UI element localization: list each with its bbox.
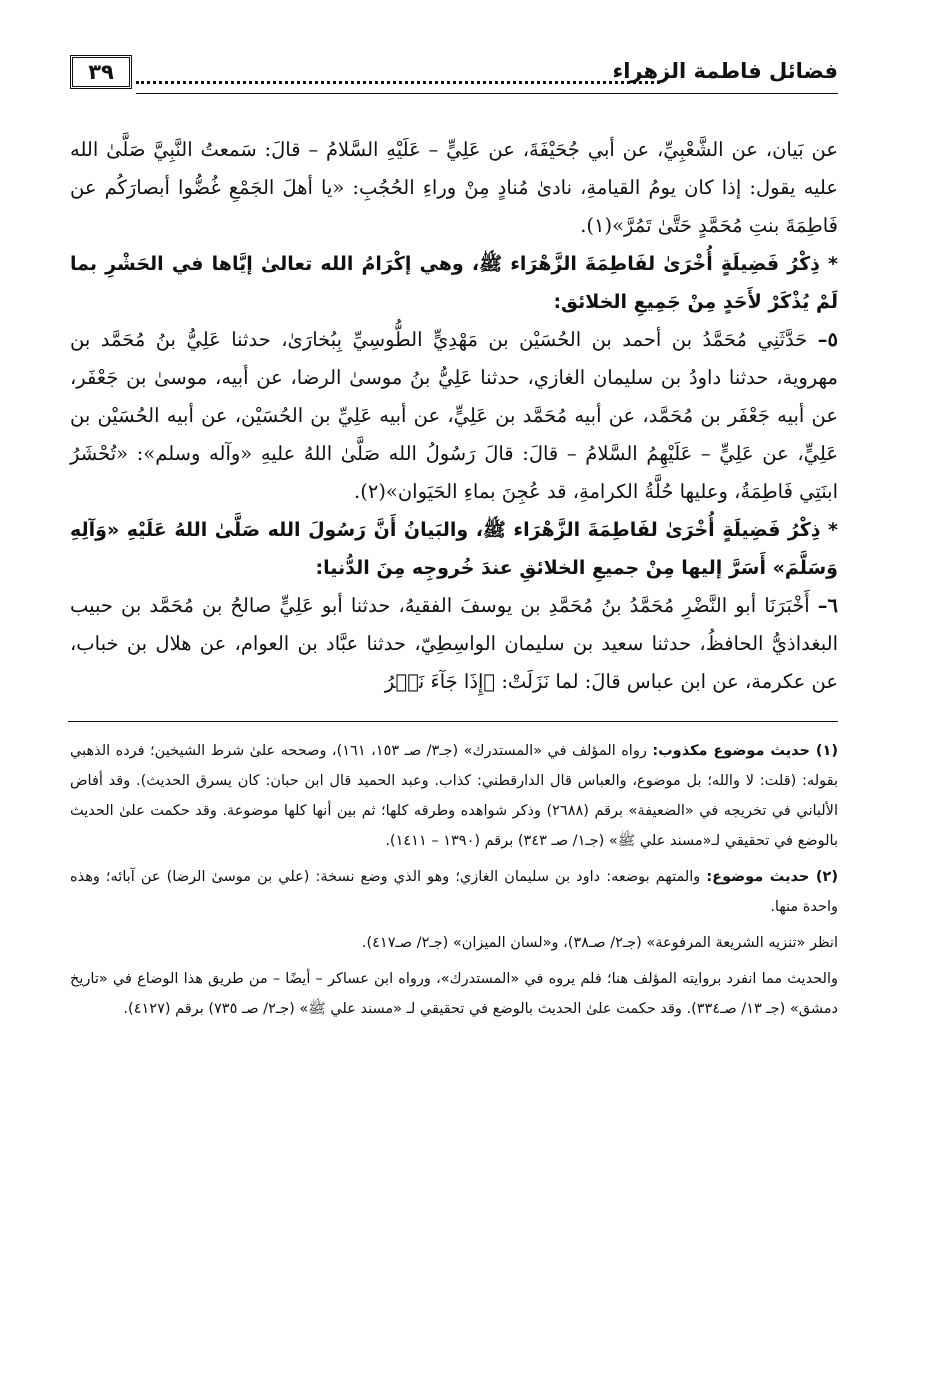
footnote-separator — [68, 721, 838, 722]
hadith-5-text: حَدَّثَنِي مُحَمَّدُ بن أحمد بن الحُسَيْن بن مَهْدِيٍّ الطُّوسِيِّ بِبُخارَىٰ، حدثنا عَلِيُّ بنُ مُحَمَّد بن مهروية، حدثنا داودُ بن سليمان الغازي، حدثنا عَلِيُّ بنُ موسىٰ الرضا، عن أبيه، موسىٰ بن جَعْفَر، عن أبيه جَعْفَر بن مُحَمَّد، عن أبيه مُحَمَّد بن عَلِيٍّ، عن أبيه عَلِيِّ بن الحُسَيْن، عن أبيه الحُسَيْن بن عَلِيٍّ، عن عَلِيٍّ – عَلَيْهِمُ السَّلامُ – قالَ: قالَ رَسُولُ الله صَلَّىٰ اللهُ عليهِ «وآله وسلم»: «تُحْشَرُ ابنَتِي فَاطِمَةُ، وعليها حُلَّةُ الكرامةِ، قد عُجِنَ بماءِ الحَيَوان»(٢). — [70, 328, 838, 503]
hadith-number-5: ٥– — [817, 328, 838, 351]
running-title: فضائل فاطمة الزهراء — [612, 59, 838, 83]
section-heading-2: * ذِكْرُ فَضِيلَةٍ أُخْرَىٰ لفَاطِمَةَ الزَّهْرَاء ﷺ، والبَيانُ أَنَّ رَسُولَ الله صَلَّىٰ اللهُ عَلَيْهِ «وَآلِهِ وَسَلَّمَ» أَسَرَّ إليها مِنْ جميعِ الخلائقِ عندَ خُروجِه مِنَ الدُّنيا: — [70, 519, 838, 579]
paragraph-hadith-6 — [70, 587, 838, 701]
section-heading-1: * ذِكْرُ فَضِيلَةٍ أُخْرَىٰ لفَاطِمَةَ الزَّهْرَاء ﷺ، وهي إكْرَامُ الله تعالىٰ إيَّاها في الحَشْرِ بما لَمْ يُذْكَرْ لأَحَدٍ مِنْ جَمِيعِ الخلائق: — [70, 253, 838, 313]
hadith-number-6: ٦– — [817, 594, 838, 617]
footnotes — [70, 736, 838, 1024]
paragraph-1: عن بَيان، عن الشَّعْبِيِّ، عن أبي جُحَيْفَةَ، عن عَلِيٍّ – عَلَيْهِ السَّلامُ – قالَ: سَمعتُ النَّبِيَّ صَلَّىٰ الله عليه يقول: إذا كان يومُ القيامةِ، نادىٰ مُنادٍ مِنْ وراءِ الحُجُبِ: «يا أهلَ الجَمْعِ غُضُّوا أبصارَكُم عن فَاطِمَةَ بنتِ مُحَمَّدٍ حَتَّىٰ تَمُرَّ»(١). — [70, 138, 838, 237]
hadith-6-text: أَخْبَرَنَا أبو النَّضْرِ مُحَمَّدُ بنُ مُحَمَّدِ بن يوسفَ الفقيهُ، حدثنا أبو عَلِيٍّ صالحُ بن مُحَمَّد بن حبيب البغداذيُّ الحافظُ، حدثنا سعيد بن سليمان الواسِطِيّ، حدثنا عبَّاد بن العوام، عن هلال بن خباب، عن عكرمة، عن ابن عباس قالَ: لما نَزَلَتْ: ﴿إِذَا جَآءَ نَصۡرُ — [70, 594, 838, 693]
book-page — [70, 55, 838, 1030]
footnote-1-text: رواه المؤلف في «المستدرك» (جـ٣/ صـ ١٥٣، ١٦١)، وصححه علىٰ شرط الشيخين؛ فرده الذهبي بقوله: (قلت: لا والله؛ بل موضوع، والعباس قال الدارقطني: كذاب. وعبد الحميد قال ابن حبان: كان يسرق الحديث). وقد أفاض الألباني في تخريجه في «الضعيفة» برقم (٢٦٨٨) وذكر شواهده وطرقه كلها؛ ثم بين أنها كلها موضوعة. وقد حكمت علىٰ الحديث بالوضع في تحقيقي لـ«مسند علي ﷺ» (جـ١/ صـ ٣٤٣) برقم (١٣٩٠ – ١٤١١). — [70, 743, 838, 849]
page-header — [70, 55, 838, 101]
footnote-2-lead: (٢) حديث موضوع: — [706, 869, 839, 885]
page-number: ٣٩ — [70, 55, 132, 89]
main-text — [70, 131, 838, 701]
footnote-2-text: والمتهم بوضعه: داود بن سليمان الغازي؛ وهو الذي وضع نسخة: (علي بن موسىٰ الرضا) عن آبائه؛ وهذه واحدة منها. — [70, 869, 838, 915]
header-rule — [136, 93, 838, 94]
header-dotted-rule — [136, 81, 660, 84]
footnote-1 — [70, 736, 838, 856]
footnote-1-lead: (١) حديث موضوع مكذوب: — [652, 743, 838, 759]
paragraph-hadith-5 — [70, 321, 838, 511]
footnote-4: والحديث مما انفرد بروايته المؤلف هنا؛ فلم يروه في «المستدرك»، ورواه ابن عساكر – أيضًا – من طريق هذا الوضاع في «تاريخ دمشق» (جـ ١٣/ صـ٣٣٤). وقد حكمت علىٰ الحديث بالوضع في تحقيقي لـ «مسند علي ﷺ» (جـ٢/ صـ ٧٣٥) برقم (٤١٢٧). — [70, 971, 838, 1017]
footnote-2 — [70, 862, 838, 922]
footnote-3: انظر «تنزيه الشريعة المرفوعة» (جـ٢/ صـ٣٨)، و«لسان الميزان» (جـ٢/ صـ٤١٧). — [361, 935, 838, 951]
